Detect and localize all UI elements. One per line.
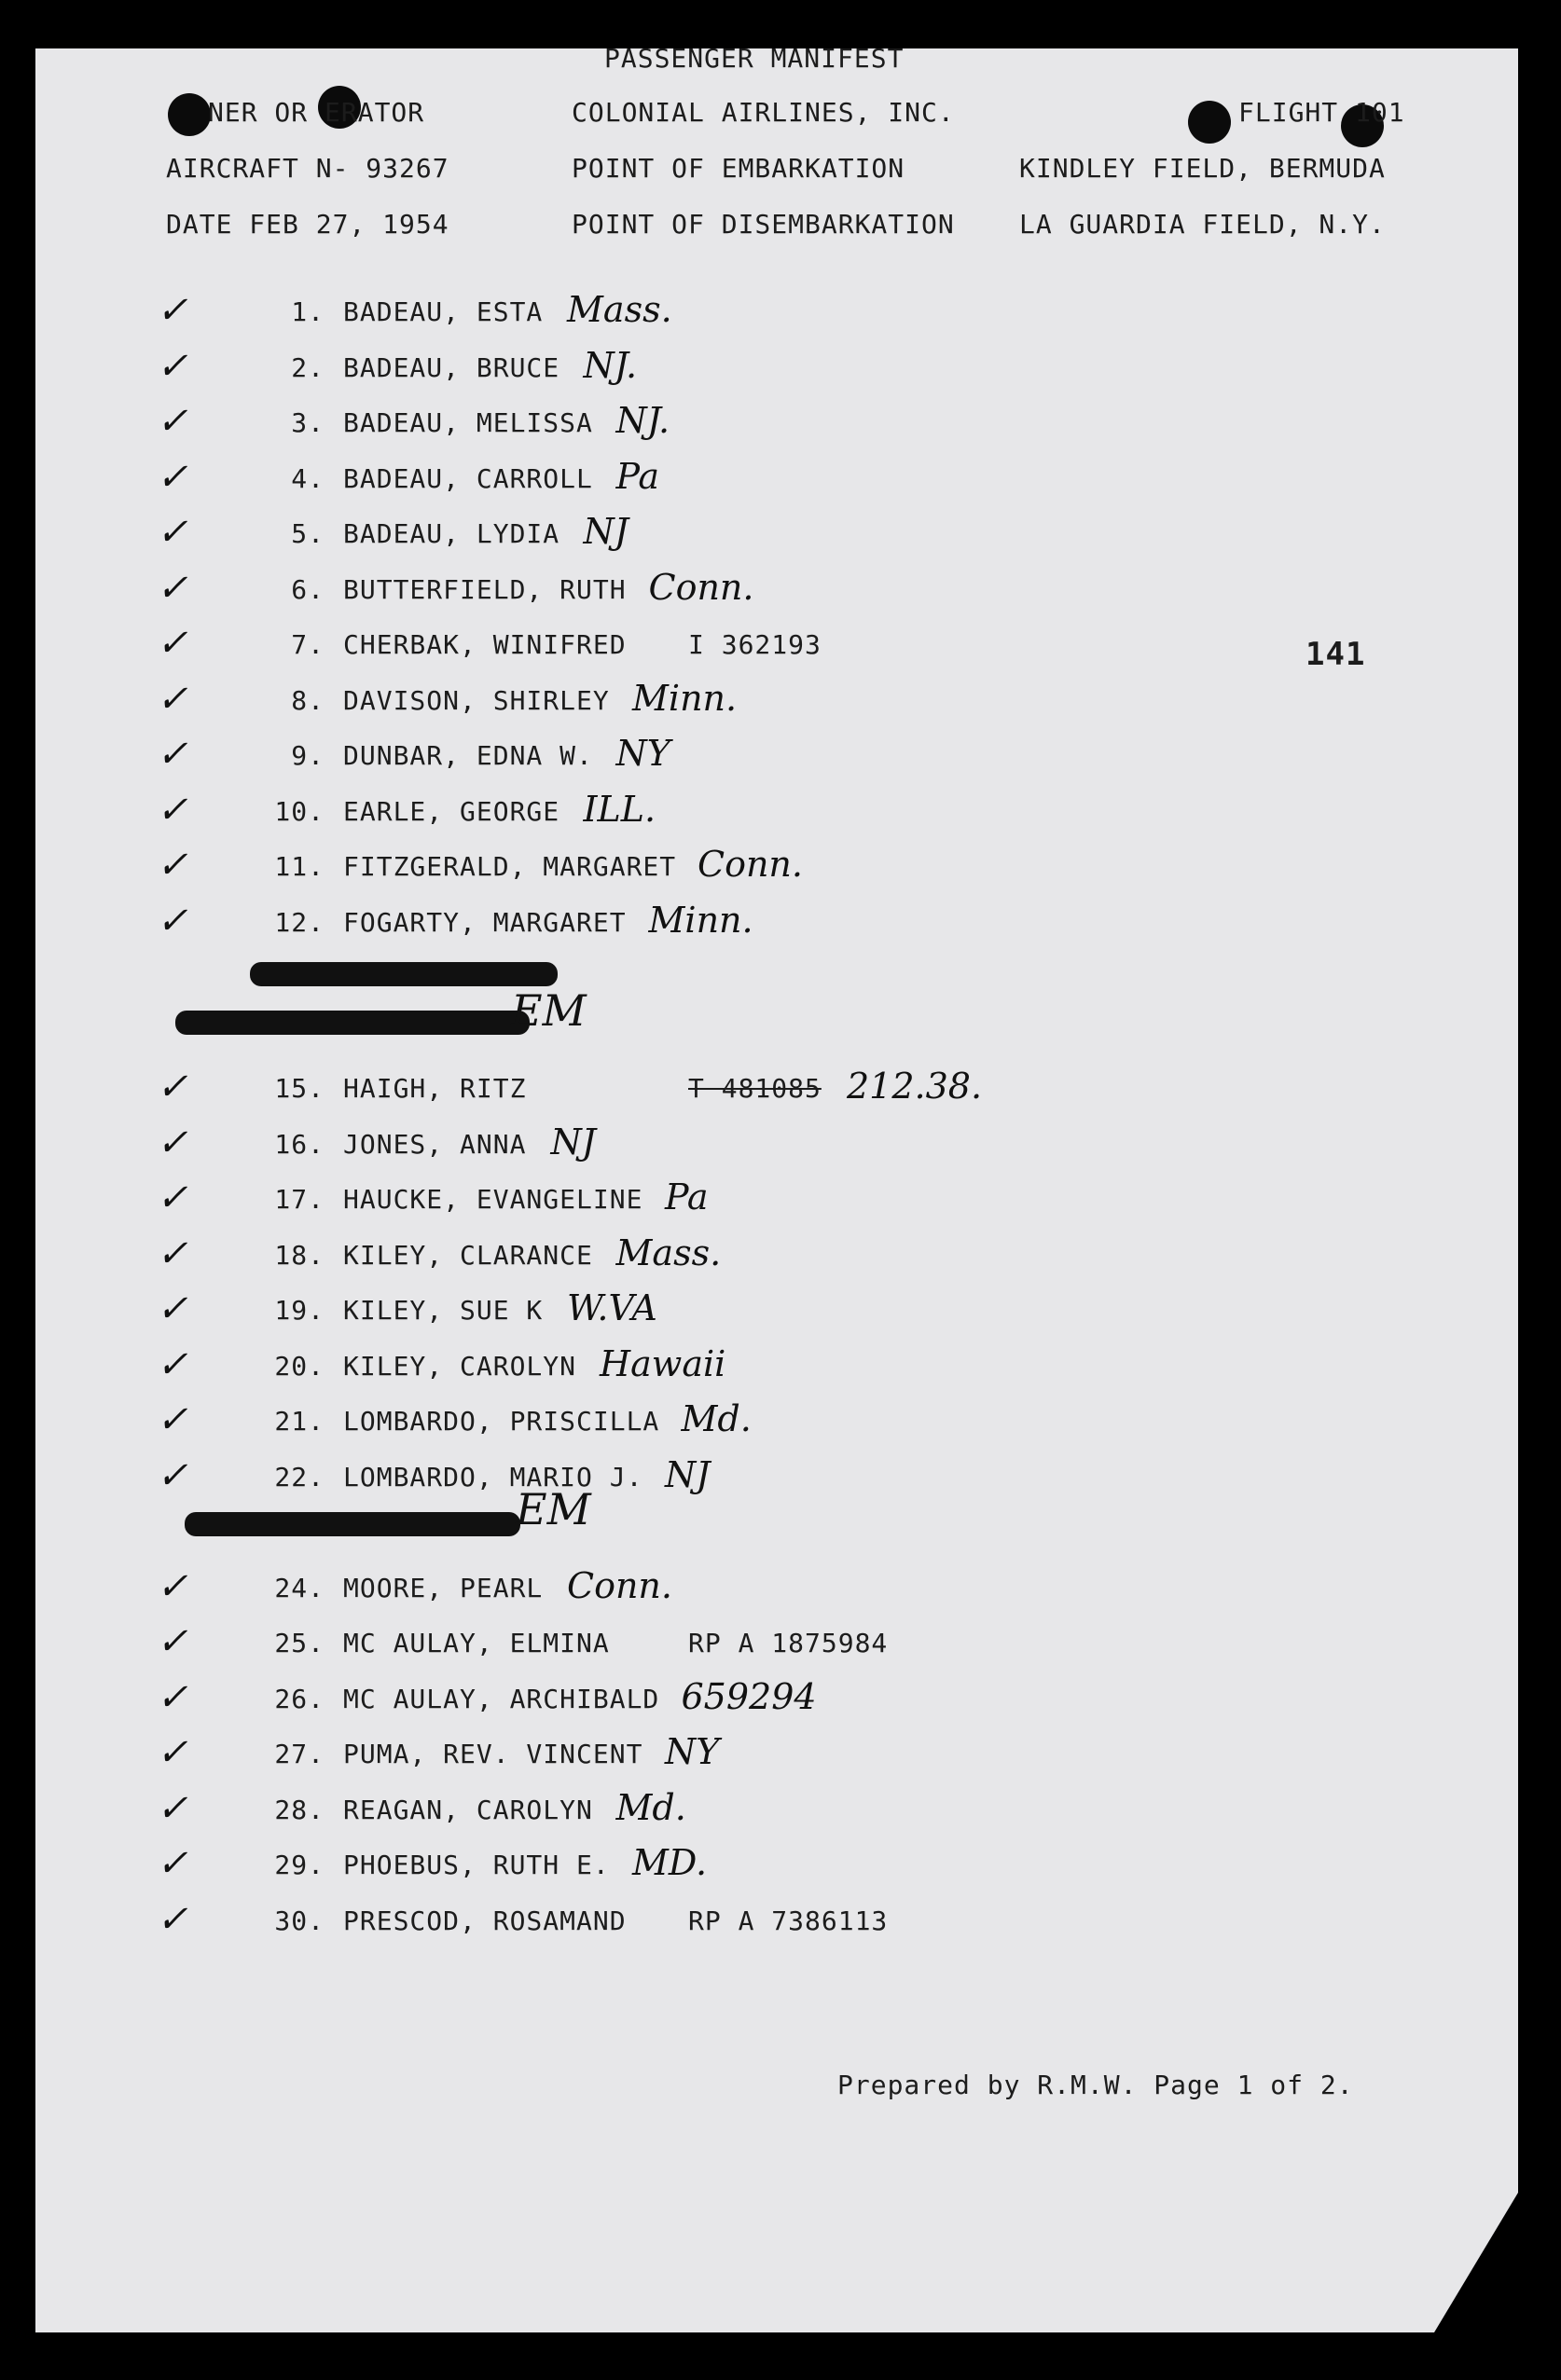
- passenger-row: [35, 1178, 1341, 1232]
- embarkation-label: POINT OF EMBARKATION: [572, 153, 905, 184]
- passenger-number: 8.: [291, 684, 325, 716]
- manifest-date: DATE FEB 27, 1954: [166, 209, 449, 240]
- handwritten-note: NY: [615, 733, 670, 774]
- handwritten-note: NJ: [665, 1453, 711, 1495]
- passenger-name: BADEAU, LYDIA: [343, 518, 560, 549]
- check-mark: ✓: [157, 1786, 188, 1830]
- passenger-number: 9.: [291, 740, 325, 771]
- handwritten-note: Md.: [615, 1786, 686, 1828]
- check-mark: ✓: [157, 400, 188, 443]
- passenger-row: [35, 455, 1341, 512]
- check-mark: ✓: [157, 899, 188, 942]
- passenger-number: 21.: [274, 1406, 325, 1437]
- handwritten-note: 212.38.: [847, 1066, 983, 1107]
- passenger-row: [35, 1733, 1341, 1787]
- passenger-number: 11.: [274, 851, 325, 882]
- passenger-name: FOGARTY, MARGARET: [343, 906, 627, 938]
- passenger-number: 5.: [291, 518, 325, 549]
- passenger-name: BADEAU, BRUCE: [343, 351, 560, 383]
- passenger-number: 15.: [274, 1073, 325, 1104]
- passenger-name: REAGAN, CAROLYN: [343, 1794, 593, 1825]
- passenger-name: PHOEBUS, RUTH E.: [343, 1850, 610, 1880]
- manifest-page: [35, 48, 1518, 2332]
- passenger-row: [35, 1564, 1341, 1621]
- passenger-number: 24.: [274, 1572, 325, 1603]
- check-mark: ✓: [157, 1842, 188, 1885]
- handwritten-note: NY: [665, 1731, 720, 1772]
- stamp-number: 141: [1305, 636, 1366, 673]
- passenger-number: 6.: [291, 573, 325, 605]
- passenger-name: PUMA, REV. VINCENT: [343, 1739, 643, 1769]
- check-mark: ✓: [157, 344, 188, 388]
- passenger-number: 30.: [274, 1905, 325, 1936]
- passenger-row: [35, 901, 1341, 956]
- handwritten-note: Minn.: [648, 899, 753, 941]
- passenger-name: PRESCOD, ROSAMAND: [343, 1905, 627, 1936]
- passenger-number: 7.: [291, 629, 325, 660]
- passenger-number: 29.: [274, 1850, 325, 1880]
- passenger-row: [35, 846, 1341, 900]
- passenger-name: DAVISON, SHIRLEY: [343, 684, 610, 716]
- passenger-name: JONES, ANNA: [343, 1128, 527, 1160]
- check-mark: ✓: [157, 1620, 188, 1663]
- passenger-name: KILEY, CLARANCE: [343, 1239, 593, 1271]
- check-mark: ✓: [157, 566, 188, 610]
- passenger-row: [35, 344, 1341, 401]
- flight-number: FLIGHT 101: [1238, 97, 1405, 128]
- disembarkation-value: LA GUARDIA FIELD, N.Y.: [1019, 209, 1386, 240]
- handwritten-note: Mass.: [567, 289, 672, 330]
- owner-operator-value: COLONIAL AIRLINES, INC.: [572, 97, 955, 128]
- page-footer: Prepared by R.M.W. Page 1 of 2.: [837, 2070, 1354, 2100]
- passenger-row: [35, 1400, 1341, 1454]
- passenger-number: 12.: [274, 906, 325, 938]
- check-mark: ✓: [157, 1897, 188, 1941]
- handwritten-note: NJ: [550, 1121, 596, 1162]
- embarkation-value: KINDLEY FIELD, BERMUDA: [1019, 153, 1386, 184]
- check-mark: ✓: [157, 511, 188, 554]
- passenger-name: CHERBAK, WINIFRED: [343, 629, 627, 660]
- passenger-number: 3.: [291, 407, 325, 438]
- passenger-row: [35, 1622, 1341, 1676]
- passenger-name: LOMBARDO, PRISCILLA: [343, 1406, 660, 1437]
- passenger-name: MC AULAY, ARCHIBALD: [343, 1683, 660, 1714]
- check-mark: ✓: [157, 1231, 188, 1275]
- passenger-number: 17.: [274, 1184, 325, 1215]
- redaction-mark: [185, 1512, 520, 1536]
- handwritten-note: Hawaii: [600, 1342, 726, 1384]
- passenger-number: 25.: [274, 1628, 325, 1658]
- handwritten-note: Conn.: [648, 566, 754, 608]
- passenger-row: [35, 566, 1341, 623]
- passenger-name: HAIGH, RITZ: [343, 1073, 527, 1104]
- passenger-name: KILEY, CAROLYN: [343, 1350, 577, 1382]
- passenger-number: 4.: [291, 462, 325, 494]
- passenger-row: [35, 677, 1341, 734]
- passenger-row: [35, 1675, 1341, 1732]
- passenger-number: 16.: [274, 1128, 325, 1160]
- passenger-row: [35, 1342, 1341, 1399]
- handwritten-note: Conn.: [698, 844, 803, 885]
- passenger-row: [35, 1786, 1341, 1843]
- check-mark: ✓: [157, 1342, 188, 1386]
- passport-number: T 481085: [688, 1073, 822, 1104]
- passenger-name: MOORE, PEARL: [343, 1572, 544, 1603]
- passenger-number: 19.: [274, 1295, 325, 1326]
- passenger-name: EARLE, GEORGE: [343, 795, 560, 827]
- passenger-row: [35, 1897, 1341, 1954]
- passport-number: RP A 7386113: [688, 1905, 889, 1936]
- check-mark: ✓: [157, 1564, 188, 1608]
- page-fold-corner: [1434, 2193, 1518, 2332]
- passenger-name: BADEAU, MELISSA: [343, 407, 593, 438]
- handwritten-note: 659294: [681, 1675, 817, 1717]
- check-mark: ✓: [157, 1066, 188, 1108]
- handwritten-note: Pa: [665, 1176, 709, 1218]
- punch-hole: [168, 93, 211, 136]
- check-mark: ✓: [157, 1121, 188, 1164]
- passenger-name: KILEY, SUE K: [343, 1295, 544, 1326]
- check-mark: ✓: [157, 455, 188, 499]
- check-mark: ✓: [157, 1731, 188, 1774]
- check-mark: ✓: [157, 677, 188, 721]
- passenger-row: [35, 735, 1341, 789]
- passenger-number: 22.: [274, 1461, 325, 1493]
- check-mark: ✓: [157, 1176, 188, 1219]
- passenger-row: [35, 1844, 1341, 1898]
- handwritten-initials: EM: [511, 985, 587, 1036]
- passenger-number: 2.: [291, 351, 325, 383]
- punch-hole: [1188, 101, 1231, 144]
- passenger-name: BUTTERFIELD, RUTH: [343, 573, 627, 605]
- passenger-name: BADEAU, CARROLL: [343, 462, 593, 494]
- check-mark: ✓: [157, 1398, 188, 1441]
- passenger-number: 18.: [274, 1239, 325, 1271]
- passenger-row: [35, 788, 1341, 845]
- handwritten-note: MD.: [632, 1842, 708, 1883]
- check-mark: ✓: [157, 1453, 188, 1497]
- passenger-name: DUNBAR, EDNA W.: [343, 740, 593, 771]
- aircraft-number: AIRCRAFT N- 93267: [166, 153, 449, 184]
- check-mark: ✓: [157, 733, 188, 776]
- passenger-number: 1.: [291, 296, 325, 327]
- passenger-number: 28.: [274, 1794, 325, 1825]
- handwritten-note: NJ: [583, 511, 629, 552]
- passenger-row: [35, 1453, 1341, 1510]
- check-mark: ✓: [157, 622, 188, 665]
- passenger-number: 10.: [274, 795, 325, 827]
- passenger-row: [35, 291, 1341, 345]
- check-mark: ✓: [157, 1675, 188, 1719]
- handwritten-note: Conn.: [567, 1564, 672, 1606]
- passport-number: RP A 1875984: [688, 1628, 889, 1658]
- owner-operator-label: NER OR ERATOR: [208, 97, 425, 128]
- handwritten-note: NJ.: [583, 344, 638, 386]
- passenger-name: BADEAU, ESTA: [343, 296, 544, 327]
- passport-number: I 362193: [688, 629, 822, 660]
- passenger-number: 26.: [274, 1683, 325, 1714]
- handwritten-note: Mass.: [615, 1231, 722, 1273]
- passenger-row: [35, 402, 1341, 456]
- handwritten-note: Pa: [615, 455, 660, 497]
- check-mark: ✓: [157, 844, 188, 887]
- handwritten-note: Minn.: [632, 677, 738, 719]
- check-mark: ✓: [157, 289, 188, 332]
- redaction-mark: [250, 962, 558, 986]
- handwritten-note: NJ.: [615, 400, 670, 441]
- manifest-title: PASSENGER MANIFEST: [604, 48, 905, 74]
- check-mark: ✓: [157, 788, 188, 832]
- handwritten-initials-2: EM: [516, 1484, 591, 1534]
- passenger-row: [35, 624, 1341, 678]
- disembarkation-label: POINT OF DISEMBARKATION: [572, 209, 955, 240]
- passenger-row: [35, 1123, 1341, 1177]
- handwritten-note: ILL.: [583, 788, 656, 830]
- passenger-row: [35, 1289, 1341, 1343]
- passenger-name: LOMBARDO, MARIO J.: [343, 1461, 643, 1493]
- redaction-mark: [175, 1011, 530, 1035]
- handwritten-note: Md.: [681, 1398, 752, 1439]
- passenger-name: FITZGERALD, MARGARET: [343, 851, 677, 882]
- passenger-number: 20.: [274, 1350, 325, 1382]
- check-mark: ✓: [157, 1287, 188, 1330]
- passenger-name: HAUCKE, EVANGELINE: [343, 1184, 643, 1215]
- passenger-row: [35, 1067, 1341, 1121]
- passenger-row: [35, 1231, 1341, 1288]
- handwritten-note: W.VA: [567, 1287, 657, 1328]
- passenger-number: 27.: [274, 1739, 325, 1769]
- passenger-row: [35, 513, 1341, 567]
- passenger-name: MC AULAY, ELMINA: [343, 1628, 610, 1658]
